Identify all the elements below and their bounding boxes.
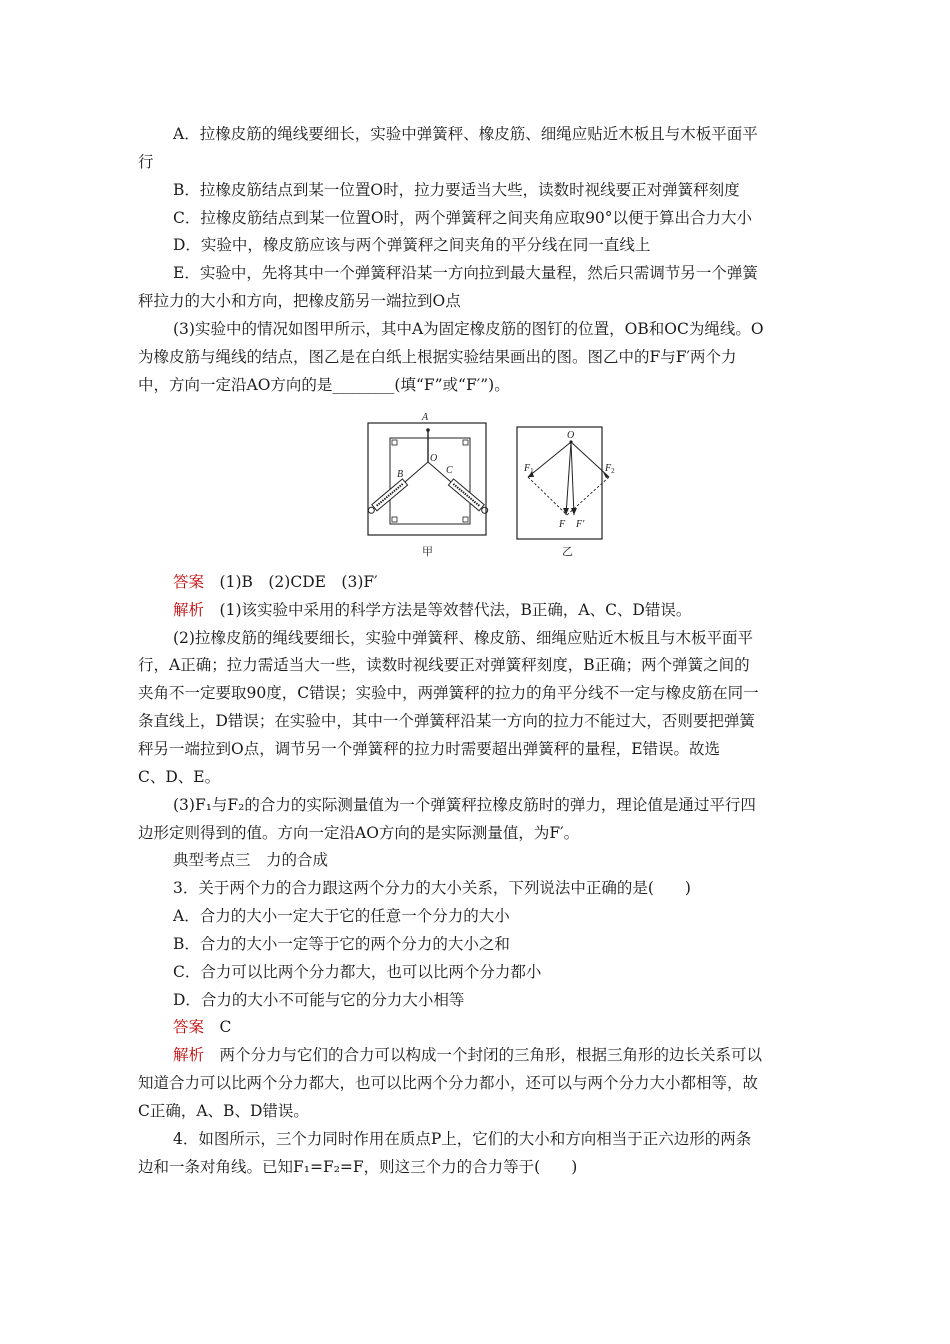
question-3-option-b: B．合力的大小一定等于它的两个分力的大小之和 — [173, 935, 510, 953]
question-3-option-d: D．合力的大小不可能与它的分力大小相等 — [173, 991, 465, 1009]
question-part3-line2: 为橡皮筋与绳线的结点，图乙是在白纸上根据实验结果画出的图。图乙中的F与F′两个力 — [138, 348, 737, 366]
option-e-line2: 秤拉力的大小和方向，把橡皮筋另一端拉到O点 — [138, 292, 461, 310]
analysis-1-p2-line6: C、D、E。 — [138, 768, 221, 786]
figure-jia — [366, 412, 489, 558]
dash-left — [528, 477, 567, 515]
vector-f1 — [528, 442, 571, 477]
analysis-2-line1 — [173, 1042, 762, 1068]
vector-f-prime — [571, 442, 574, 515]
question-3-option-a: A．合力的大小一定大于它的任意一个分力的大小 — [173, 907, 510, 925]
section-title: 典型考点三 力的合成 — [173, 851, 329, 869]
option-d: D．实验中，橡皮筋应该与两个弹簧秤之间夹角的平分线在同一直线上 — [173, 236, 651, 254]
answer-2-text: C — [219, 1018, 232, 1036]
analysis-2-line3: C正确，A、B、D错误。 — [138, 1102, 309, 1120]
analysis-1-p3-line1: (3)F₁与F₂的合力的实际测量值为一个弹簧秤拉橡皮筋时的弹力，理论值是通过平行四 — [173, 796, 756, 814]
option-a-line2: 行 — [138, 153, 154, 171]
analysis-2-label: 解析 — [173, 1046, 205, 1064]
option-e-line1: E．实验中，先将其中一个弹簧秤沿某一方向拉到最大量程，然后只需调节另一个弹簧 — [173, 264, 758, 282]
question-part3-line1: (3)实验中的情况如图甲所示，其中A为固定橡皮筋的图钉的位置，OB和OC为绳线。O — [173, 320, 764, 338]
analysis-p1-text: (1)该实验中采用的科学方法是等效替代法，B正确，A、C、D错误。 — [219, 601, 692, 619]
label-a: A — [422, 412, 429, 423]
answer-2 — [173, 1014, 231, 1040]
analysis-1-p2-line3: 夹角不一定要取90度，C错误；实验中，两弹簧秤的拉力的角平分线不一定与橡皮筋在同一 — [138, 684, 759, 702]
question-3-stem: 3．关于两个力的合力跟这两个分力的大小关系，下列说法中正确的是( ) — [173, 879, 691, 897]
analysis-2-line2: 知道合力可以比两个分力都大，也可以比两个分力都小，还可以与两个分力大小都相等，故 — [138, 1074, 759, 1092]
analysis-1-p3-line2: 边形定则得到的值。方向一定沿AO方向的是实际测量值，为F′。 — [138, 824, 580, 842]
analysis-1-p2-line5: 秤另一端拉到O点，调节另一个弹簧秤的拉力时需要超出弹簧秤的量程，E错误。故选 — [138, 740, 721, 758]
yi-label-o: O — [567, 430, 575, 441]
label-c: C — [446, 465, 453, 476]
spring-scale-b — [366, 479, 407, 515]
question-3-option-c: C．合力可以比两个分力都大，也可以比两个分力都小 — [173, 963, 542, 981]
analysis-1-p2-line2: 行，A正确；拉力需适当大一些，读数时视线要正对弹簧秤刻度，B正确；两个弹簧之间的 — [138, 656, 750, 674]
arrow-f-prime — [571, 508, 577, 515]
yi-label-f2: $F_2$ — [605, 463, 615, 475]
caption-jia: 甲 — [422, 545, 433, 558]
option-c: C．拉橡皮筋结点到某一位置O时，两个弹簧秤之间夹角应取90°以便于算出合力大小 — [173, 209, 753, 227]
option-b: B．拉橡皮筋结点到某一位置O时，拉力要适当大些，读数时视线要正对弹簧秤刻度 — [173, 181, 740, 199]
answer-1 — [173, 569, 378, 595]
option-a-line1: A．拉橡皮筋的绳线要细长，实验中弹簧秤、橡皮筋、细绳应贴近木板且与木板平面平 — [173, 125, 758, 143]
answer-text: (1)B (2)CDE (3)F′ — [219, 573, 378, 591]
analysis-label: 解析 — [173, 601, 205, 619]
string-ob — [405, 462, 428, 482]
answer-label: 答案 — [173, 573, 205, 591]
pin-bl — [392, 517, 397, 522]
answer-2-label: 答案 — [173, 1018, 205, 1036]
analysis-1-p2-line4: 条直线上，D错误；在实验中，其中一个弹簧秤沿某一方向的拉力不能过大，否则要把弹簧 — [138, 712, 755, 730]
vector-f2 — [571, 442, 609, 477]
label-o: O — [430, 453, 438, 464]
figure-yi — [517, 427, 615, 558]
question-part3-line3: 中，方向一定沿AO方向的是________(填“F”或“F′”)。 — [138, 376, 510, 394]
analysis-1-p1 — [173, 597, 691, 623]
yi-label-f-prime: F′ — [576, 519, 585, 530]
yi-label-f: F — [559, 519, 566, 530]
vector-f — [566, 442, 571, 515]
question-4-line2: 边和一条对角线。已知F₁=F₂=F，则这三个力的合力等于( ) — [138, 1158, 578, 1176]
label-b: B — [397, 469, 404, 480]
analysis-2-text: 两个分力与它们的合力可以构成一个封闭的三角形，根据三角形的边长关系可以 — [219, 1046, 763, 1064]
yi-label-f1: $F_1$ — [524, 463, 534, 475]
analysis-1-p2-line1: (2)拉橡皮筋的绳线要细长，实验中弹簧秤、橡皮筋、细绳应贴近木板且与木板平面平 — [173, 629, 753, 647]
spring-scale-c — [448, 479, 489, 515]
caption-yi: 乙 — [562, 545, 573, 558]
experiment-figure — [360, 405, 615, 570]
pin-tl — [392, 440, 397, 445]
pin-tr — [463, 440, 468, 445]
question-4-line1: 4．如图所示，三个力同时作用在质点P上，它们的大小和方向相当于正六边形的两条 — [173, 1130, 752, 1148]
pin-br — [463, 517, 468, 522]
